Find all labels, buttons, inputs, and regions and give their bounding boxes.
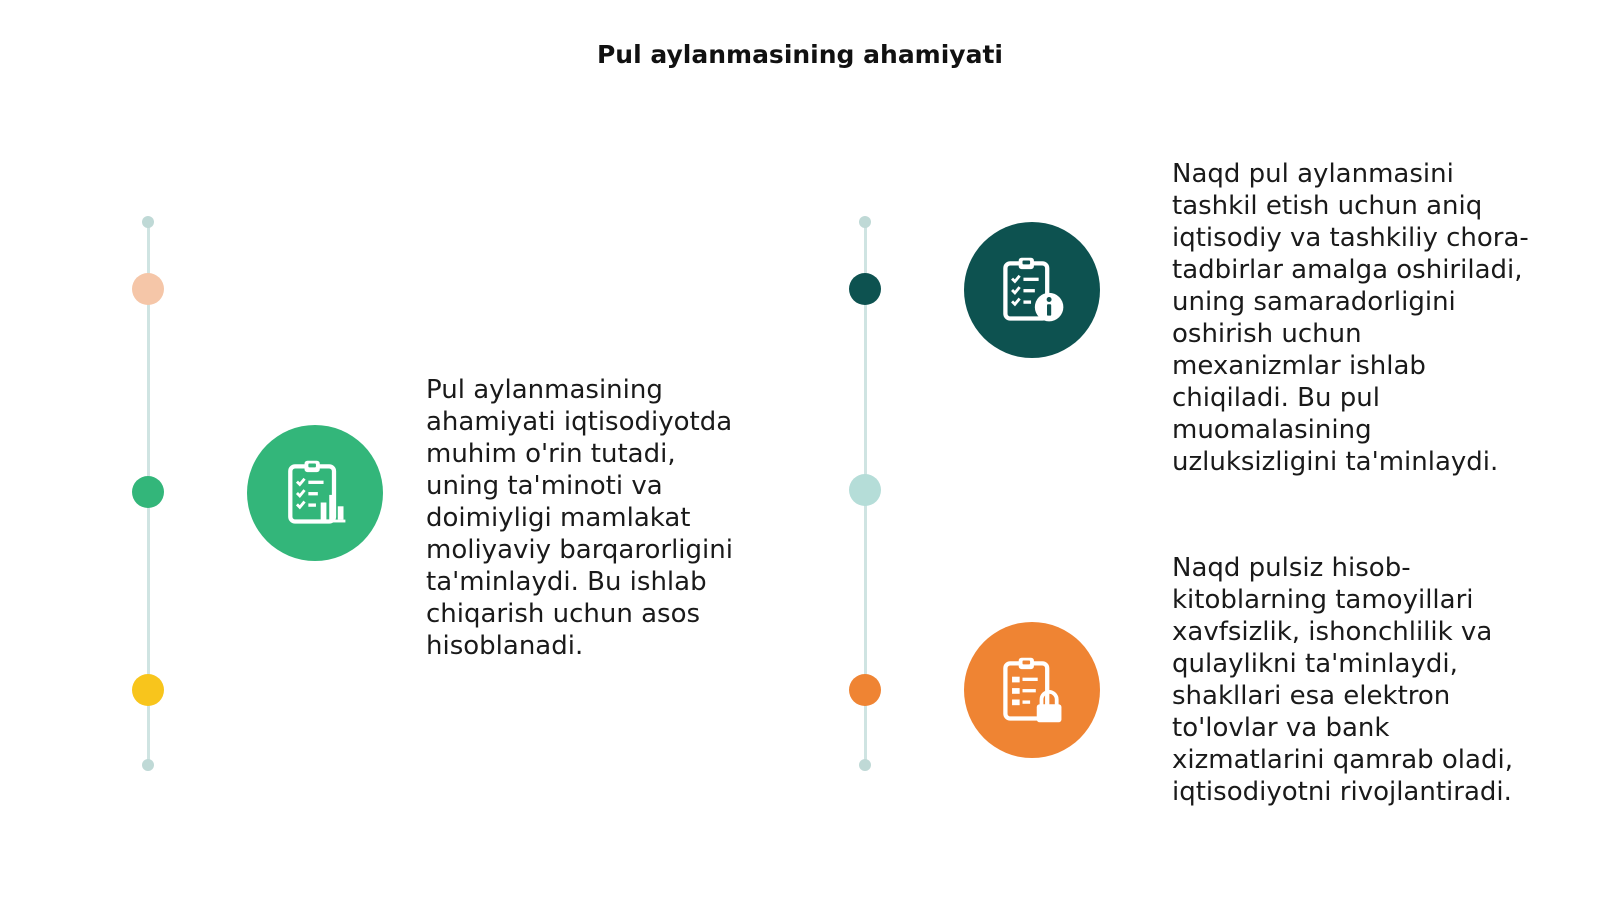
clipboard-lock-icon [964,622,1100,758]
right-timeline-dot-orange [849,674,881,706]
right-timeline-bottom-cap [859,759,871,771]
item-1-description: Pul aylanmasining ahamiyati iqtisodiyotda muhim o'rin tutadi, uning ta'minoti va doimiyligi mamlakat moliyaviy barqarorligini ta'minlaydi. Bu ishlab chiqarish uchun asos hisoblanadi. [426,375,733,661]
left-timeline-dot-peach [132,273,164,305]
right-timeline-dot-light-teal [849,474,881,506]
left-timeline-dot-yellow [132,674,164,706]
clipboard-info-icon [964,222,1100,358]
clipboard-chart-icon [247,425,383,561]
page-title: Pul aylanmasining ahamiyati [596,40,1003,69]
right-timeline-top-cap [859,216,871,228]
item-3-description: Naqd pulsiz hisob- kitoblarning tamoyillari xavfsizlik, ishonchlilik va qulaylikni ta'minlaydi, shakllari esa elektron to'lovlar va bank xizmatlarini qamrab oladi, iqtisodiyotni rivojlantiradi. [1172,553,1513,807]
left-timeline-dot-green [132,476,164,508]
right-timeline-dot-dark-teal [849,273,881,305]
left-timeline-top-cap [142,216,154,228]
left-timeline-bottom-cap [142,759,154,771]
item-2-description: Naqd pul aylanmasini tashkil etish uchun aniq iqtisodiy va tashkiliy chora- tadbirlar amalga oshiriladi, uning samaradorligini oshirish uchun mexanizmlar ishlab chiqiladi. Bu pul muomalasining uzluksizligini ta'minlaydi. [1172,159,1529,477]
